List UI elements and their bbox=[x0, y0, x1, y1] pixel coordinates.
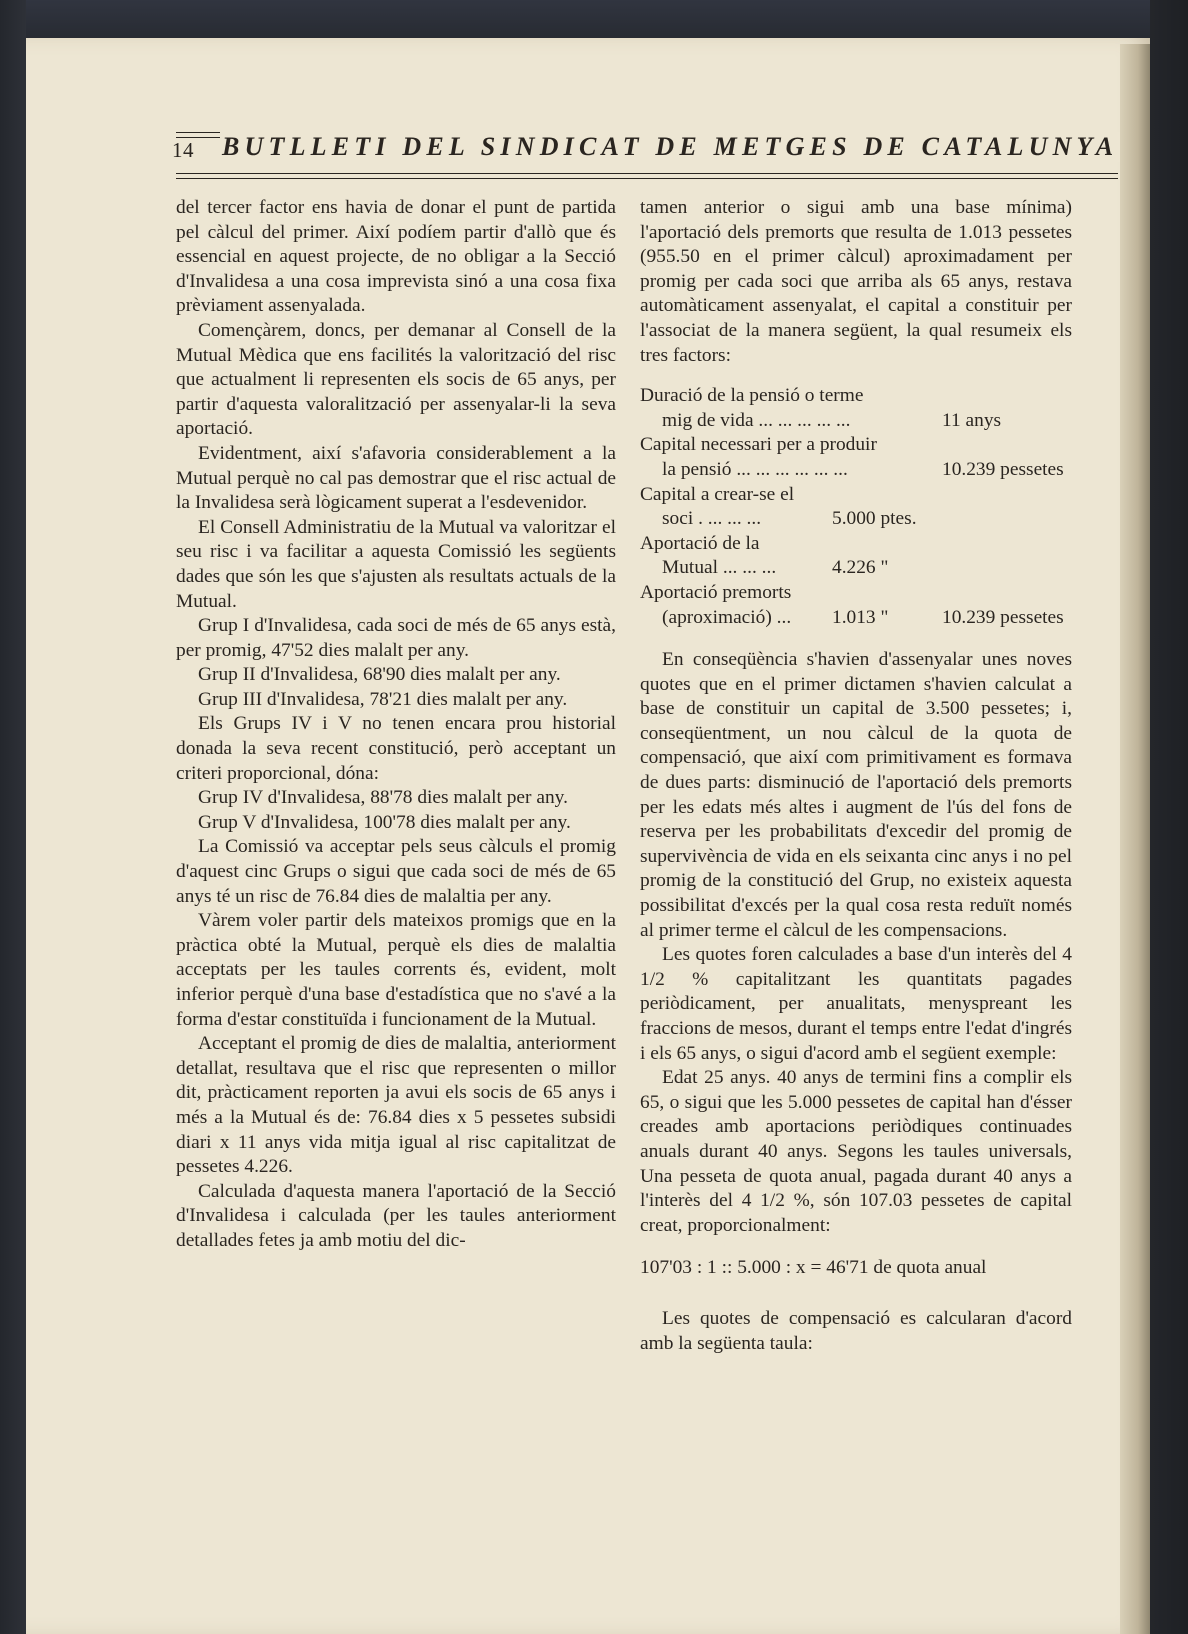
paragraph: Evidentment, així s'afavoria considerablement a la Mutual perquè no cal pas demostrar que el risc actual de la Invalidesa serà lògicament superat a l'esdevenidor. bbox=[176, 442, 616, 514]
paragraph: El Consell Administratiu de la Mutual va valoritzar el seu risc i va facilitar a aquesta Comissió les següents dades que són les que s'ajusten als resultats actuals de la Mutual. bbox=[176, 516, 616, 612]
factor-row-duration bbox=[640, 384, 1072, 433]
factor-label: Capital necessari per a produir bbox=[640, 434, 877, 456]
left-column bbox=[176, 196, 616, 1254]
factors-table bbox=[640, 384, 1072, 630]
header-rule-bottom bbox=[176, 173, 1118, 174]
header-rule-bottom-2 bbox=[176, 178, 1118, 179]
paragraph: Vàrem voler partir dels mateixos promigs que en la pràctica obté la Mutual, perquè els dies de malaltia acceptats per les taules corrents és, evident, molt inferior perquè d'una base d'estadística que no s'avé a la forma d'estar constituïda i funcionament de la Mutual. bbox=[176, 910, 616, 1030]
paragraph: Calculada d'aquesta manera l'aportació de la Secció d'Invalidesa i calculada (per les taules anteriorment detallades fetes ja amb motiu del dic- bbox=[176, 1180, 616, 1251]
paragraph: Grup IV d'Invalidesa, 88'78 dies malalt per any. bbox=[198, 787, 568, 809]
paragraph: Grup III d'Invalidesa, 78'21 dies malalt per any. bbox=[198, 688, 568, 710]
factor-label: Duració de la pensió o terme bbox=[640, 385, 864, 407]
factor-label: (aproximació) ... bbox=[662, 606, 792, 628]
factor-value: 5.000 ptes. bbox=[832, 508, 917, 530]
paragraph: del tercer factor ens havia de donar el punt de partida pel càlcul del primer. Així podíem partir d'allò que és essencial en aquest projecte, de no obligar a la Secció d'Invalidesa a una cosa imprevista sinó a una cosa fixa prèviament assenyalada. bbox=[176, 197, 616, 317]
paragraph: Grup I d'Invalidesa, cada soci de més de 65 anys està, per promig, 47'52 dies malalt per any. bbox=[176, 615, 616, 661]
factor-row-premorts bbox=[640, 581, 1072, 630]
factor-row-capital-member bbox=[640, 483, 1072, 532]
factor-row-capital-needed bbox=[640, 433, 1072, 482]
paragraph: Edat 25 anys. 40 anys de termini fins a complir els 65, o sigui que les 5.000 pessetes de capital han d'ésser creades amb aportacions periòdiques continuades anuals durant 40 anys. Segons les taules universals, Una pesseta de quota anual, pagada durant 40 anys a l'interès del 4 1/2 %, són 107.03 pessetes de capital creat, proporcionalment: bbox=[640, 1067, 1072, 1236]
factor-label: soci . ... ... ... bbox=[662, 508, 762, 530]
paragraph: Les quotes de compensació es calcularan d'acord amb la següenta taula: bbox=[640, 1307, 1072, 1354]
factor-value: 1.013 " bbox=[832, 606, 889, 628]
page-number: 14 bbox=[172, 138, 194, 162]
factor-row-mutual bbox=[640, 532, 1072, 581]
right-column bbox=[640, 196, 1072, 1356]
paragraph: Grup II d'Invalidesa, 68'90 dies malalt per any. bbox=[198, 664, 561, 686]
paragraph: Acceptant el promig de dies de malaltia, anteriorment detallat, resultava que el risc que representen o millor dit, pràcticament reporten ja avui els socis de 65 anys i més a la Mutual és de: 76.84 dies x 5 pessetes subsidi diari x 11 anys vida mitja igual al risc capitalitzat de pessetes 4.226. bbox=[176, 1033, 616, 1178]
factor-total: 10.239 pessetes bbox=[942, 606, 1064, 628]
factor-label: la pensió ... ... ... ... ... ... bbox=[662, 458, 848, 480]
factor-label: Aportació de la bbox=[640, 532, 760, 554]
factor-value: 10.239 pessetes bbox=[942, 458, 1064, 480]
factor-label: Mutual ... ... ... bbox=[662, 557, 777, 579]
running-title: BUTLLETI DEL SINDICAT DE METGES DE CATALUNYA bbox=[222, 132, 1119, 161]
paragraph: Grup V d'Invalidesa, 100'78 dies malalt per any. bbox=[198, 811, 571, 833]
paragraph: tamen anterior o sigui amb una base mínima) l'aportació dels premorts que resulta de 1.013 pessetes (955.50 en el primer càlcul) aproximadament per promig per cada soci que arriba als 65 anys, restava automàticament assenyalat, el capital a constituir per l'associat de la manera següent, la qual resumeix els tres factors: bbox=[640, 197, 1072, 366]
factor-value: 4.226 " bbox=[832, 557, 889, 579]
paragraph: Les quotes foren calculades a base d'un interès del 4 1/2 % capitalitzant les quantitats pagades periòdicament, per anualitats, menyspreant les fraccions de mesos, durant el temps entre l'edat d'ingrés i els 65 anys, o sigui d'acord amb el següent exemple: bbox=[640, 944, 1072, 1064]
paragraph: Començàrem, doncs, per demanar al Consell de la Mutual Mèdica que ens facilités la valorització del risc que actualment li representen els socis de 65 anys, per partir d'aquesta valoralització per assenyalar-li la seva aportació. bbox=[176, 319, 616, 440]
page-spine-shadow bbox=[1120, 44, 1150, 1634]
factor-label: mig de vida ... ... ... ... ... bbox=[662, 409, 851, 431]
scan-background-right bbox=[1150, 0, 1188, 1634]
proportion-formula: 107'03 : 1 :: 5.000 : x = 46'71 de quota anual bbox=[640, 1257, 987, 1279]
factor-label: Aportació premorts bbox=[640, 581, 792, 603]
paragraph: En conseqüència s'havien d'assenyalar unes noves quotes que en el primer dictamen s'havien calculat a base de constituir un capital de 3.500 pessetes; i, conseqüentment, un nou càlcul de la quota de compensació, que així com primitivament es formava de dues parts: disminució de l'aportació dels premorts per les edats més altes i augment de l'ús del fons de reserva per les probabilitats d'excedir del promig de supervivència de vida en els seixanta cinc anys i no pel promig de la constitució del Grup, no existeix aquesta possibilitat d'excés per la qual cosa resta reduït només al primer terme el càlcul de les compensacions. bbox=[640, 649, 1072, 941]
page-header bbox=[148, 118, 1118, 178]
factor-value: 11 anys bbox=[942, 409, 1002, 431]
factor-label: Capital a crear-se el bbox=[640, 483, 795, 505]
paragraph: La Comissió va acceptar pels seus càlculs el promig d'aquest cinc Grups o sigui que cada soci de més de 65 anys té un risc de 76.84 dies de malaltia per any. bbox=[176, 836, 616, 907]
scan-background-left bbox=[0, 0, 26, 1634]
paragraph: Els Grups IV i V no tenen encara prou historial donada la seva recent constitució, però acceptant un criteri proporcional, dóna: bbox=[176, 713, 616, 784]
